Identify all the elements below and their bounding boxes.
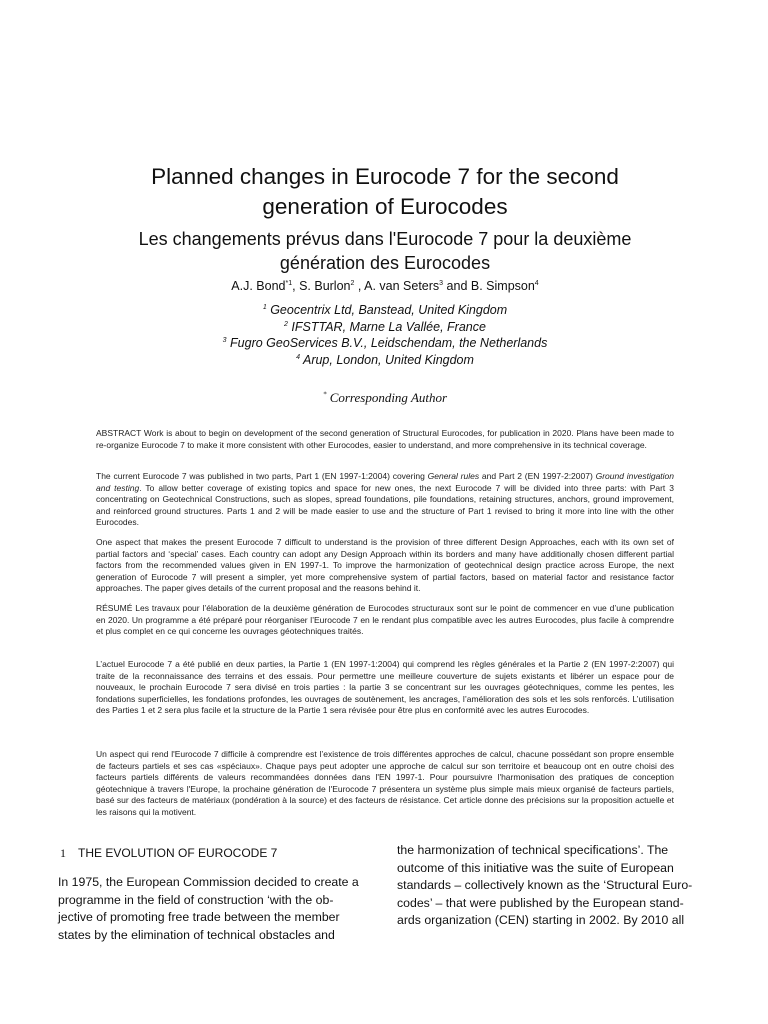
abstract-paragraph-2: [96, 471, 674, 529]
abstract-emphasis: Ground investigation and testing: [96, 471, 675, 493]
body-line: In 1975, the European Commission decided to create a: [58, 875, 359, 889]
body-column-right: [397, 842, 712, 930]
abstract-paragraph-1: ABSTRACT Work is about to begin on development of the second generation of Structural Eurocodes, for publication in 2020. Plans have been made to re-organize Eurocode 7 to make it more consistent with other Eurocodes, easier to understand, and more comprehensive in its technical coverage.: [96, 428, 674, 450]
author-superscript: *1: [285, 279, 293, 287]
corresponding-text: Corresponding Author: [326, 390, 448, 405]
corresponding-superscript: *: [322, 390, 327, 399]
abstract-text: The current Eurocode 7 was published in two parts, Part 1 (EN 1997-1:2004) covering: [96, 471, 428, 481]
body-line: ards organization (CEN) starting in 2002. By 2010 all: [397, 913, 685, 928]
resume-paragraph-3: Un aspect qui rend l'Eurocode 7 difficile à comprendre est l’existence de trois différentes approches de calcul, chacune possédant son propre ensemble de facteurs partiels et ses cas «spéciaux». Chaque pays peut adopter une approche de calcul sur son territoire et beaucoup ont en outre choisi des facteurs partiels différents de valeurs recommandées données dans l'EN 1997-1. Pour poursuivre l'harmonisation des pratiques de conception géotechnique à travers l'Europe, la prochaine génération de l'Eurocode 7 présentera un système plus simple mais mieux organisé de facteurs partiels, basé sur des facteurs de matériaux (pondération à la source) et des facteurs de résistance. Cet article donne des précisions sur la proposition actuelle et les raisons qui la motivent.: [96, 749, 674, 817]
affiliation-text: Geocentrix Ltd, Banstead, United Kingdom: [266, 303, 508, 317]
affiliation-superscript: 2: [284, 320, 288, 328]
paper-title: [90, 162, 680, 222]
affiliation-text: IFSTTAR, Marne La Vallée, France: [287, 319, 486, 334]
affiliation: [90, 302, 680, 319]
affiliation-superscript: 4: [296, 353, 300, 361]
author-name: A.J. Bond: [231, 279, 286, 293]
abstract-emphasis: General rules: [427, 471, 480, 481]
title-line: generation of Eurocodes: [262, 194, 508, 219]
section-heading: [60, 845, 277, 861]
affiliation-text: Fugro GeoServices B.V., Leidschendam, the Netherlands: [226, 336, 548, 350]
subtitle-line: Les changements prévus dans l'Eurocode 7 pour la deuxième: [138, 229, 632, 249]
abstract-text: . To allow better coverage of existing topics and space for new ones, the next Eurocode 7 will be divided into three parts: with Part 3 concentrating on Geotechnical Constructions, such as slopes, spread foundations, pile foundations, retaining structures, anchors, ground improvement, and reinforced ground structures. Parts 1 and 2 will be made easier to use and the structure of Part 1 revised to bring it more into line with the other Eurocodes.: [96, 482, 674, 528]
title-line: Planned changes in Eurocode 7 for the second: [151, 164, 619, 189]
body-line: codes’ – that were published by the European stand-: [397, 895, 684, 910]
affiliation-list: [90, 302, 680, 368]
body-line: outcome of this initiative was the suite of European: [397, 860, 674, 875]
author-name: , A. van Seters: [354, 279, 440, 293]
paper-subtitle-french: [90, 227, 680, 275]
resume-paragraph-1: RÉSUMÉ Les travaux pour l’élaboration de la deuxième génération de Eurocodes structuraux sont sur le point de commencer en vue d’une publication en 2020. Un programme a été préparé pour réorganiser l’Eurocode 7 en le rendant plus compatible avec les autres Eurocodes, plus facile à comprendre et plus complet en ce qui concerne les ouvrages géotechniques traités.: [96, 603, 674, 637]
author-name: and B. Simpson: [443, 279, 535, 293]
abstract-text: and Part 2 (EN 1997-2:2007): [479, 471, 596, 481]
body-column-left: [58, 874, 376, 944]
body-line: programme in the field of construction ‘with the ob-: [58, 892, 334, 907]
affiliation: [90, 335, 680, 352]
affiliation-text: Arup, London, United Kingdom: [299, 352, 474, 367]
affiliation-superscript: 1: [262, 303, 267, 311]
author-list: [90, 278, 680, 294]
affiliation: [90, 352, 680, 369]
subtitle-line: génération des Eurocodes: [279, 253, 491, 273]
abstract-paragraph-3: One aspect that makes the present Eurocode 7 difficult to understand is the provision of three different Design Approaches, each with its own set of partial factors and ‘special’ cases. Each country can adopt any Design Approach within its borders and many have additionally chosen different partial factors from the recommended values given in EN 1997-1. To improve the harmonization of geotechnical design practice across Europe, the next generation of Eurocode 7 will present a simpler, yet more comprehensive system of partial factors, based on material factor and resistance factor approaches. The paper gives details of the current proposal and the reasons behind it.: [96, 537, 674, 594]
author-superscript: 3: [439, 279, 444, 287]
affiliation: [90, 319, 680, 336]
body-line: jective of promoting free trade between the member: [58, 910, 340, 925]
resume-paragraph-2: L’actuel Eurocode 7 a été publié en deux parties, la Partie 1 (EN 1997-1:2004) qui comprend les règles générales et la Partie 2 (EN 1997-2:2007) qui traite de la reconnaissance des terrains et des essais. Pour permettre une meilleure couverture de sujets existants et libérer un espace pour de nouveaux, le prochain Eurocode 7 sera divisé en trois parties : la partie 3 se concentrant sur les ouvrages géotechniques, comme les pentes, les fondations superficielles, les fondations profondes, les ouvrages de soutènement, les ancrages, l’amélioration des sols et les sols renforcés. L’utilisation des Parties 1 et 2 sera plus facile et la structure de la Partie 1 sera révisée pour être plus en conformité avec les autres Eurocodes.: [96, 659, 674, 716]
corresponding-author-note: [90, 390, 680, 406]
section-title: THE EVOLUTION OF EUROCODE 7: [78, 846, 278, 860]
author-superscript: 2: [350, 279, 355, 287]
body-line: the harmonization of technical specifications’. The: [397, 843, 669, 857]
body-line: states by the elimination of technical obstacles and: [58, 927, 335, 942]
affiliation-superscript: 3: [222, 336, 227, 344]
body-line: standards – collectively known as the ‘Structural Euro-: [397, 878, 693, 893]
author-superscript: 4: [534, 279, 539, 287]
section-number: 1: [60, 846, 66, 860]
author-name: , S. Burlon: [292, 279, 351, 293]
